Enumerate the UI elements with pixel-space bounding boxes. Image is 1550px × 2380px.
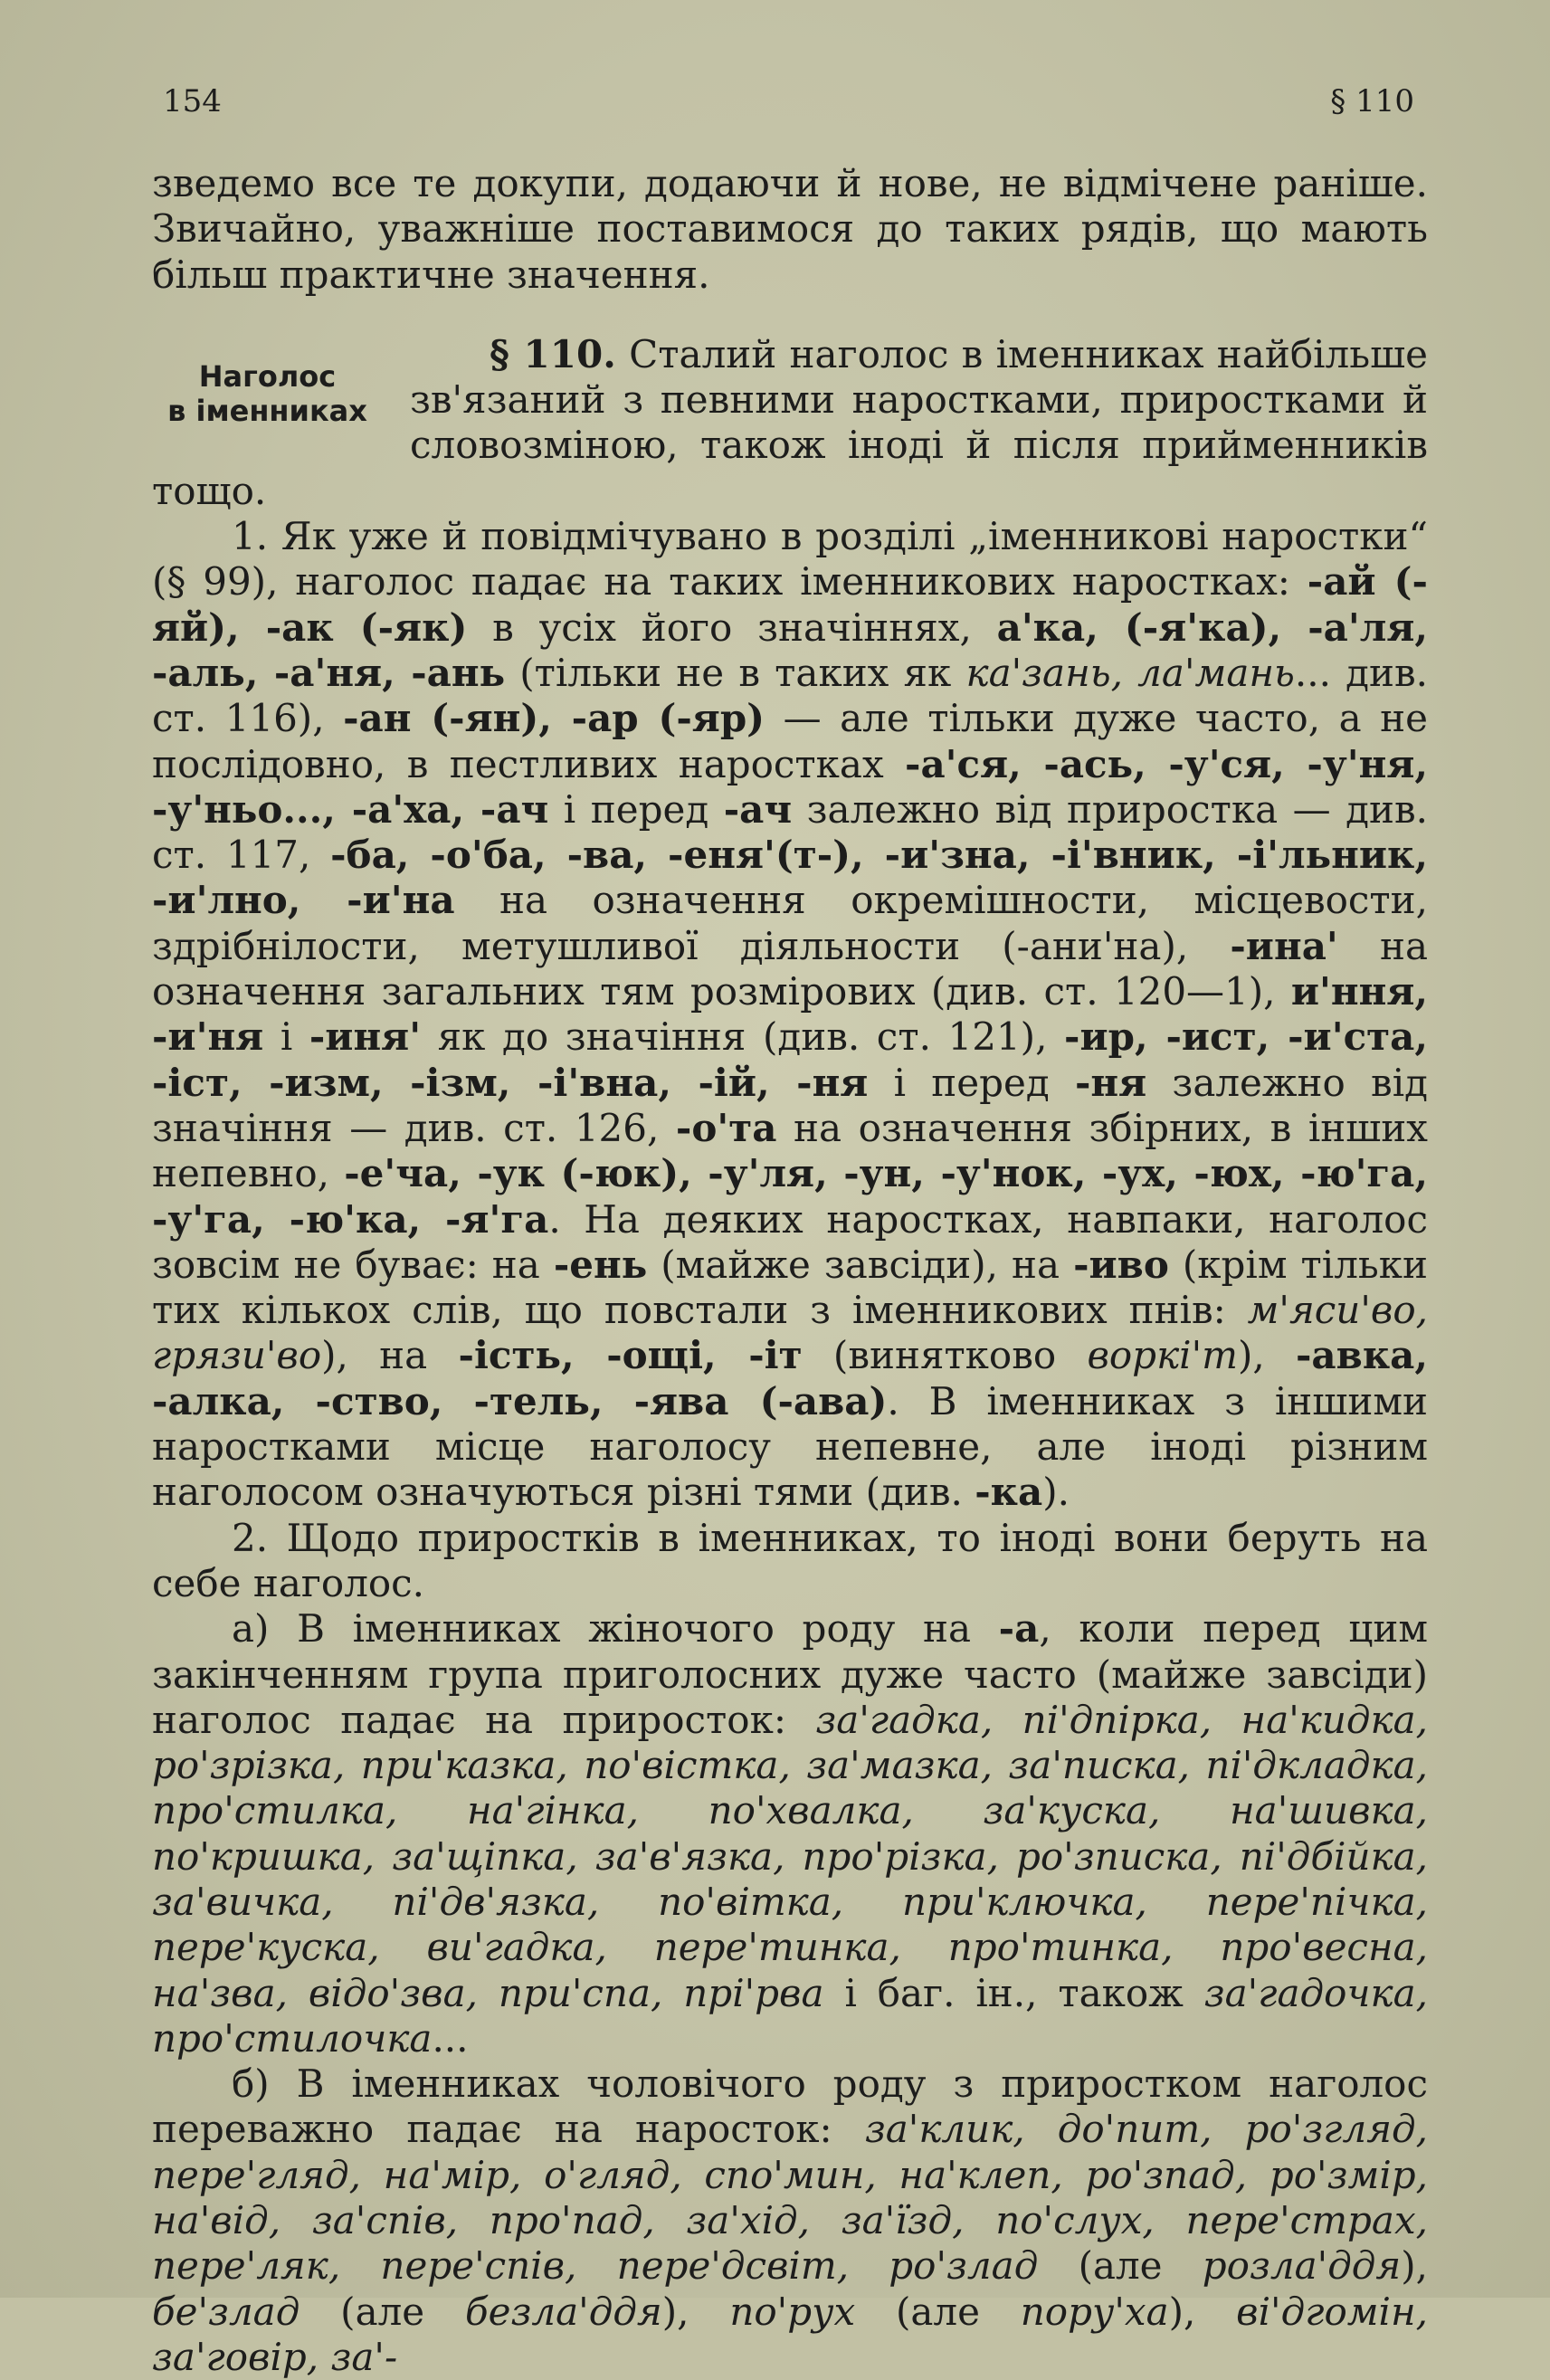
pa-segment: за'гадочка, про'стилочка: [152, 1970, 1428, 2061]
pb-segment: б) В іменниках чоловічого роду з приростком наголос переважно падає на наросток:: [152, 2061, 1428, 2152]
p1-segment: -о'та: [675, 1105, 777, 1150]
p1-segment: (крім тільки тих кількох слів, що повстали з іменникових пнів:: [152, 1242, 1428, 1333]
pb-segment: безла'ддя: [464, 2289, 662, 2334]
page-header: [163, 83, 1414, 125]
section-text: Сталий наголос в іменниках найбільше зв'язаний з певними наростками, приростками й словозміною, також іноді й після прийменників тощо.: [152, 331, 1429, 513]
section-110: [152, 332, 1428, 514]
p1-segment: -ан (-ян), -ар (-яр): [343, 696, 765, 741]
pb-segment: (але: [300, 2289, 465, 2334]
intro-paragraph: зведемо все те докупи, додаючи й нове, не відмічене раніше. Звичайно, уважніше поставимося до таких рядів, що мають більш практичне значення.: [152, 161, 1428, 297]
p1-segment: -а'ся, -ась, -у'ся, -у'ня, -у'ньо..., -а'ха, -ач: [152, 741, 1428, 832]
p1-segment: ... див. ст. 116),: [152, 650, 1428, 741]
paragraph-a: [152, 1606, 1428, 2061]
p1-segment: -ість, -ощі, -іт: [458, 1333, 803, 1378]
p1-segment: ка'зань, ла'мань: [965, 650, 1295, 695]
p1-segment: -иво: [1073, 1242, 1169, 1287]
p1-segment: -ка: [975, 1470, 1043, 1515]
section-number: § 110.: [490, 331, 616, 376]
p1-segment: -ач: [723, 786, 793, 832]
pa-segment: -а: [998, 1606, 1040, 1652]
p1-segment: на означення окремішности, місцевости, здрібнілости, метушливої діяльности (-ани'на),: [152, 878, 1428, 968]
side-heading-line-2: в іменниках: [167, 393, 367, 428]
running-section: § 110: [1330, 83, 1414, 119]
p1-segment: залежно від приростка — див. ст. 117,: [152, 786, 1429, 878]
p1-segment: м'яси'во, грязи'во: [152, 1288, 1428, 1378]
pb-segment: ),: [661, 2289, 730, 2334]
p1-segment: на означення збірних, в інших непевно,: [152, 1105, 1428, 1196]
p1-segment: — але тільки дуже часто, а не послідовно, в пестливих наростках: [152, 696, 1429, 786]
side-heading-line-1: Наголос: [198, 358, 337, 394]
pa-segment: за'гадка, пі'дпірка, на'кидка, ро'зрізка, при'казка, по'вістка, за'мазка, за'писка, пі'дкладка, про'стилка, на'гінка, по'хвалка, за'куска, на'шивка, по'кришка, за'щіпка, за'в'язка, про'різка, ро'зписка, пі'дбійка, за'вичка, пі'дв'язка, по'вітка, при'ключка, пере'пічка, пере'куска, ви'гадка, пере'тинка, про'тинка, про'весна, на'зва, відо'зва, при'спа, прі'рва: [152, 1697, 1428, 2015]
pb-segment: пору'ха: [1020, 2289, 1169, 2334]
p1-segment: -ир, -ист, -и'ста, -іст, -изм, -ізм, -і'вна, -ій, -ня: [152, 1014, 1429, 1105]
p1-segment: воркі'т: [1087, 1333, 1238, 1378]
paragraph-2: 2. Щодо приростків в іменниках, то іноді вони беруть на себе наголос.: [152, 1515, 1428, 1605]
pa-segment: , коли перед цим закінченням група приголосних дуже часто (майже завсіди) наголос падає на приросток:: [152, 1606, 1429, 1742]
p1-segment: -иня': [309, 1014, 422, 1060]
pb-segment: розла'ддя: [1202, 2243, 1402, 2289]
pb-segment: за'клик, до'пит, ро'згляд, пере'гляд, на'мір, о'гляд, спо'мин, на'клеп, ро'зпад, ро'змір, на'від, за'спів, про'пад, за'хід, за'їзд, по'слух, пере'страх, пере'ляк, пере'спів, пере'дсвіт, ро'злад: [152, 2107, 1428, 2289]
p1-segment: на означення загальних тям розмірових (див. ст. 120—1),: [152, 923, 1428, 1014]
p1-segment: -ня: [1074, 1060, 1147, 1105]
p1-segment: і: [263, 1014, 309, 1060]
paragraph-b: [152, 2061, 1428, 2380]
pb-segment: бе'злад: [152, 2289, 300, 2334]
pb-segment: по'рух: [729, 2289, 856, 2334]
p1-segment: и'ння, -и'ня: [152, 969, 1428, 1060]
paragraph-1: [152, 514, 1428, 1516]
p1-segment: -авка, -алка, -ство, -тель, -ява (-ава): [152, 1333, 1428, 1423]
p1-segment: . В іменниках з іншими наростками місце наголосу непевне, але іноді різним наголосом означуються різні тями (див.: [152, 1378, 1428, 1515]
p1-segment: ), на: [321, 1333, 459, 1378]
p1-segment: в усіх його значіннях,: [467, 605, 997, 650]
pb-segment: ),: [1401, 2243, 1428, 2289]
pb-segment: ві'дгомін, за'говір, за'-: [152, 2289, 1428, 2379]
p1-segment: -ень: [553, 1242, 648, 1287]
pb-segment: ),: [1168, 2289, 1237, 2334]
p1-segment: (винятково: [802, 1333, 1088, 1378]
pa-segment: ...: [432, 2015, 469, 2061]
pa-segment: а) В іменниках жіночого роду на: [232, 1606, 999, 1652]
p1-segment: . На деяких наростках, навпаки, наголос зовсім не буває: на: [152, 1196, 1428, 1287]
pb-segment: (але: [855, 2289, 1021, 2334]
page-number: 154: [163, 83, 222, 119]
pa-segment: і баг. ін., також: [823, 1970, 1204, 2015]
p1-segment: -ай (-яй), -ак (-як): [152, 559, 1428, 650]
p1-segment: 1. Як уже й повідмічувано в розділі „іменникові наростки“ (§ 99), наголос падає на таких іменникових наростках:: [152, 514, 1428, 605]
body-text: [152, 161, 1428, 2380]
p1-segment: а'ка, (-я'ка), -а'ля, -аль, -а'ня, -ань: [152, 605, 1428, 695]
side-heading: [152, 359, 383, 428]
p1-segment: -ба, -о'ба, -ва, -еня'(т-), -и'зна, -і'вник, -і'льник, -и'лно, -и'на: [152, 833, 1429, 923]
p1-segment: -е'ча, -ук (-юк), -у'ля, -ун, -у'нок, -ух, -юх, -ю'га, -у'га, -ю'ка, -я'га: [152, 1151, 1428, 1242]
p1-segment: ).: [1042, 1470, 1070, 1515]
p1-segment: (майже завсіди), на: [647, 1242, 1074, 1287]
p1-segment: ),: [1237, 1333, 1296, 1378]
p1-segment: (тільки не в таких як: [505, 650, 966, 695]
p1-segment: залежно від значіння — див. ст. 126,: [152, 1060, 1428, 1150]
p1-segment: і перед: [868, 1060, 1075, 1105]
p1-segment: як до значіння (див. ст. 121),: [421, 1014, 1065, 1060]
pb-segment: (але: [1038, 2243, 1203, 2289]
p1-segment: і перед: [548, 786, 724, 832]
p1-segment: -ина': [1230, 923, 1338, 968]
